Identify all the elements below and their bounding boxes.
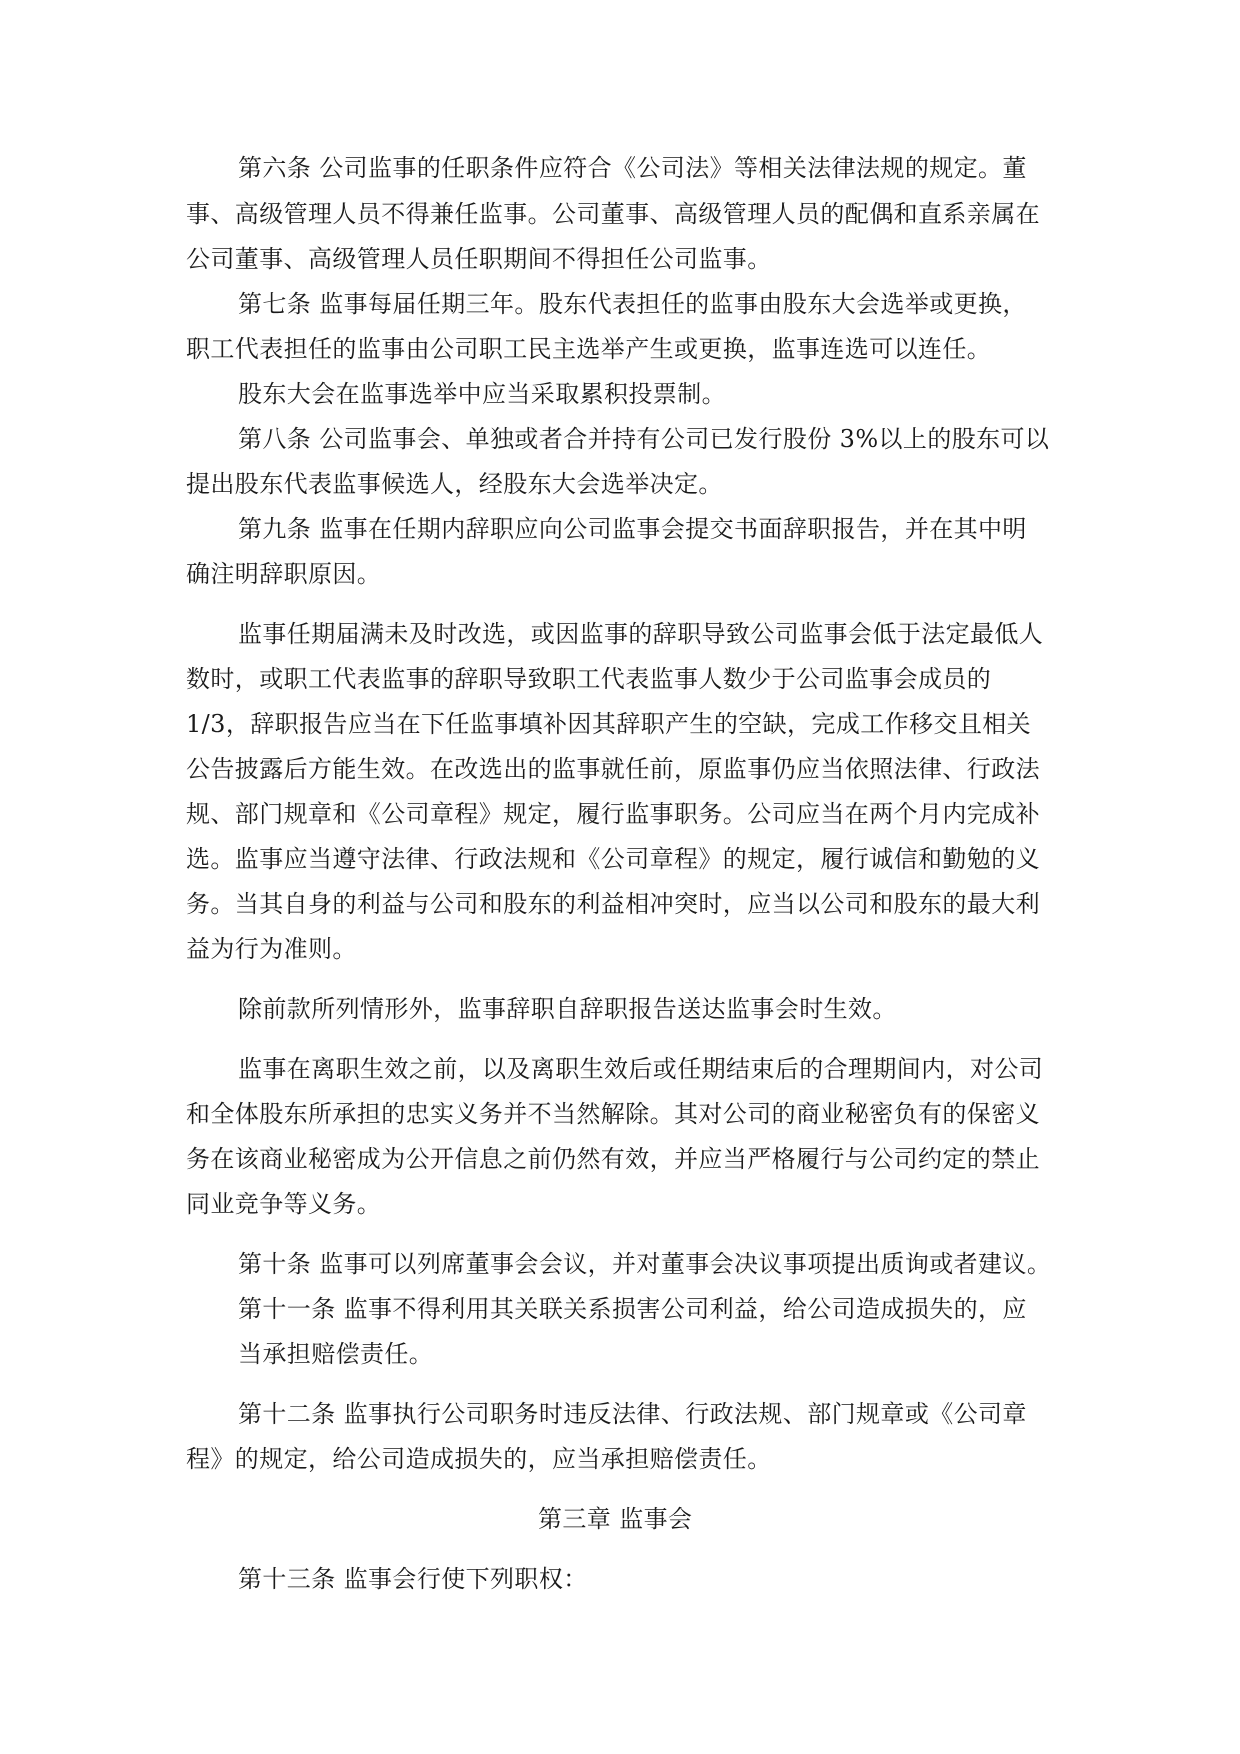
text-line: 1/3，辞职报告应当在下任监事填补因其辞职产生的空缺，完成工作移交且相关 xyxy=(186,710,1032,738)
text-line: 第八条 公司监事会、单独或者合并持有公司已发行股份 3%以上的股东可以 xyxy=(238,425,1050,453)
text-line: 确注明辞职原因。 xyxy=(186,560,382,588)
text-line: 股东大会在监事选举中应当采取累积投票制。 xyxy=(238,380,726,408)
text-line: 提出股东代表监事候选人，经股东大会选举决定。 xyxy=(186,470,723,498)
text-line: 规、部门规章和《公司章程》规定，履行监事职务。公司应当在两个月内完成补 xyxy=(186,800,1040,828)
text-line: 事、高级管理人员不得兼任监事。公司董事、高级管理人员的配偶和直系亲属在 xyxy=(186,200,1040,228)
text-line: 和全体股东所承担的忠实义务并不当然解除。其对公司的商业秘密负有的保密义 xyxy=(186,1100,1040,1128)
text-line: 数时，或职工代表监事的辞职导致职工代表监事人数少于公司监事会成员的 xyxy=(186,665,992,693)
text-line: 当承担赔偿责任。 xyxy=(238,1340,434,1368)
text-line: 选。监事应当遵守法律、行政法规和《公司章程》的规定，履行诚信和勤勉的义 xyxy=(186,845,1040,873)
text-line: 务。当其自身的利益与公司和股东的利益相冲突时，应当以公司和股东的最大利 xyxy=(186,890,1040,918)
text-line: 益为行为准则。 xyxy=(186,935,357,963)
text-line: 职工代表担任的监事由公司职工民主选举产生或更换，监事连选可以连任。 xyxy=(186,335,992,363)
text-line: 监事在离职生效之前，以及离职生效后或任期结束后的合理期间内，对公司 xyxy=(238,1055,1044,1083)
text-line: 第十一条 监事不得利用其关联关系损害公司利益，给公司造成损失的，应 xyxy=(238,1295,1027,1323)
text-line: 程》的规定，给公司造成损失的，应当承担赔偿责任。 xyxy=(186,1445,772,1473)
text-line: 除前款所列情形外，监事辞职自辞职报告送达监事会时生效。 xyxy=(238,995,897,1023)
text-line: 第七条 监事每届任期三年。股东代表担任的监事由股东大会选举或更换， xyxy=(238,290,1027,318)
text-line: 务在该商业秘密成为公开信息之前仍然有效，并应当严格履行与公司约定的禁止 xyxy=(186,1145,1040,1173)
text-line: 公司董事、高级管理人员任职期间不得担任公司监事。 xyxy=(186,245,772,273)
text-line: 第十条 监事可以列席董事会会议，并对董事会决议事项提出质询或者建议。 xyxy=(238,1250,1052,1278)
text-line: 第十二条 监事执行公司职务时违反法律、行政法规、部门规章或《公司章 xyxy=(238,1400,1027,1428)
text-line: 第九条 监事在任期内辞职应向公司监事会提交书面辞职报告，并在其中明 xyxy=(238,515,1027,543)
text-line: 第六条 公司监事的任职条件应符合《公司法》等相关法律法规的规定。董 xyxy=(238,154,1027,182)
text-line: 监事任期届满未及时改选，或因监事的辞职导致公司监事会低于法定最低人 xyxy=(238,620,1044,648)
text-line: 公告披露后方能生效。在改选出的监事就任前，原监事仍应当依照法律、行政法 xyxy=(186,755,1040,783)
text-line: 同业竞争等义务。 xyxy=(186,1190,382,1218)
text-line: 第十三条 监事会行使下列职权： xyxy=(238,1565,588,1593)
chapter-heading: 第三章 监事会 xyxy=(538,1505,693,1533)
